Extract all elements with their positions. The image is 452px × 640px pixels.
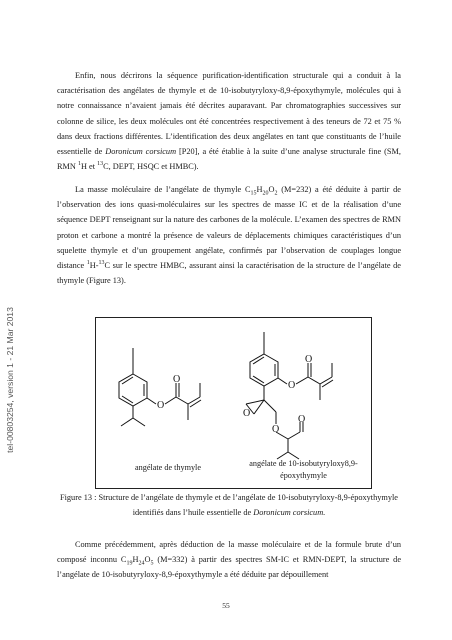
paragraph-thymyl-angelate: La masse moléculaire de l’angélate de thymyle $C_{15}H_{20}O_2$ (M=232) a été déduite à partir de l’observation des ions quasi-moléculaires sur les spectres de masse IC et de la réalisation d’une séquence DEPT renseignant sur la nature des carbones de la molécule. L’examen des spectres de RMN proton et carbone a montré la présence de valeurs de déplacements chimiques caractéristiques d’un squelette thymyle et d’un groupement angélate, confirmés par l’observation de couplages longue distance $^1$H-$^{13}$C sur le spectre HMBC, assurant ainsi la caractérisation de la structure de l’angélate de thymyle (Figure 13). <box>57 185 401 286</box>
epoxide-oxygen-label: O <box>243 408 251 419</box>
figure-caption: Figure 13 : Structure de l’angélate de thymyle et de l’angélate de 10-isobutyryloxy-8,9-époxythymyle identifiés dans l’huile essentielle de Doronicum corsicum. <box>59 493 398 517</box>
ester-oxygen-label-3: O <box>288 380 296 391</box>
carbonyl-oxygen-label-2: O <box>298 414 306 425</box>
page-number: 55 <box>222 601 230 610</box>
carbonyl-oxygen-label-3: O <box>305 354 313 365</box>
structure-label-thymyl-angelate: angélate de thymyle <box>135 463 201 472</box>
ester-oxygen-label-2: O <box>272 424 280 435</box>
side-identifier: tel-00803254, version 1 - 21 Mar 2013 <box>5 307 15 453</box>
figure-13-structures <box>95 317 372 489</box>
paragraph-epoxythymyl: Comme précédemment, après déduction de la masse moléculaire et de la formule brute d’un composé inconnu $C_{19}H_{24}O_5$ (M=332) à partir des spectres SM-IC et RMN-DEPT, la structure de l’angélate de 10-isobutyryloxy-8,9-époxythymyle a été déduite par dépouillement <box>57 540 402 580</box>
ester-oxygen-label: O <box>157 400 165 411</box>
thymyl-angelate-structure <box>119 348 201 426</box>
carbonyl-oxygen-label: O <box>173 374 181 385</box>
epoxythymyl-angelate-structure <box>246 332 333 459</box>
structure-label-epoxythymyl-angelate: angélate de 10-isobutyryloxy8,9-époxythymyle <box>249 459 358 480</box>
paragraph-intro: Enfin, nous décrirons la séquence purification-identification structurale qui a conduit à la caractérisation des angélates de thymyle et de 10-isobutyryloxy-8,9-époxythymyle, molécules qui à notre connaissance n’avaient jamais été décrites auparavant. Par chromatographies successives sur colonne de silice, les deux molécules ont été concentrées respectivement à des teneurs de 72 et 75 % dans deux fractions différentes. L’identification des deux angélates en tant que constituants de l’huile essentielle de Doronicum corsicum [P20], a été établie à la suite d’une analyse structurale fine (SM, RMN $^1$H et $^{13}$C, DEPT, HSQC et HMBC). <box>57 71 401 172</box>
